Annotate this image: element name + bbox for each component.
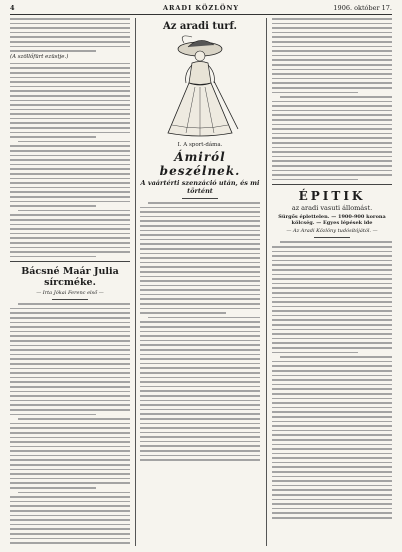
section-subtitle: az aradi vasuti állomást. [291,204,373,213]
issue-date: 1906. október 17. [333,4,392,12]
article-lead [10,54,130,61]
article-body [10,303,130,546]
section-title: ÉPITIK [298,189,366,204]
page-number: 4 [10,4,15,12]
column-middle [140,18,260,546]
column-separator [135,18,136,546]
figure-caption: I. A sport-dáma. [177,142,223,148]
fashion-lady-illustration-icon [140,33,260,141]
column-left [10,18,130,546]
article-divider [272,184,392,185]
byline: — Irta Jókai Ferenc első — [36,290,104,297]
article-continuation [272,18,392,180]
column-right [272,18,392,546]
article-body [272,241,392,518]
column-separator [266,18,267,546]
section-subtitle: A vaártérti szenzáció után, és mi történt [140,179,260,195]
column-heading: Az aradi turf. [162,21,237,32]
section-notice: Sürgős éplettelen. — 1900-900 korona kölcség. — Egyes lépések ide [278,214,386,227]
byline: — Az Aradi Közlöny tudósítójától. — [286,228,378,235]
section-title: Ámiról beszélnek. [159,150,241,178]
article-divider [10,261,130,262]
short-divider [52,299,88,300]
article-body [140,202,260,461]
article-body [10,63,130,258]
article-continuation [10,18,130,52]
short-divider [182,198,218,199]
page-header [10,4,392,15]
newspaper-name: ARADI KÖZLÖNY [162,4,240,12]
short-divider [314,237,350,238]
section-title: Bácsné Maár Julia sírcméke. [21,266,119,289]
article-lead-title: (A szöllőfürt ezüstje.) [10,53,69,60]
